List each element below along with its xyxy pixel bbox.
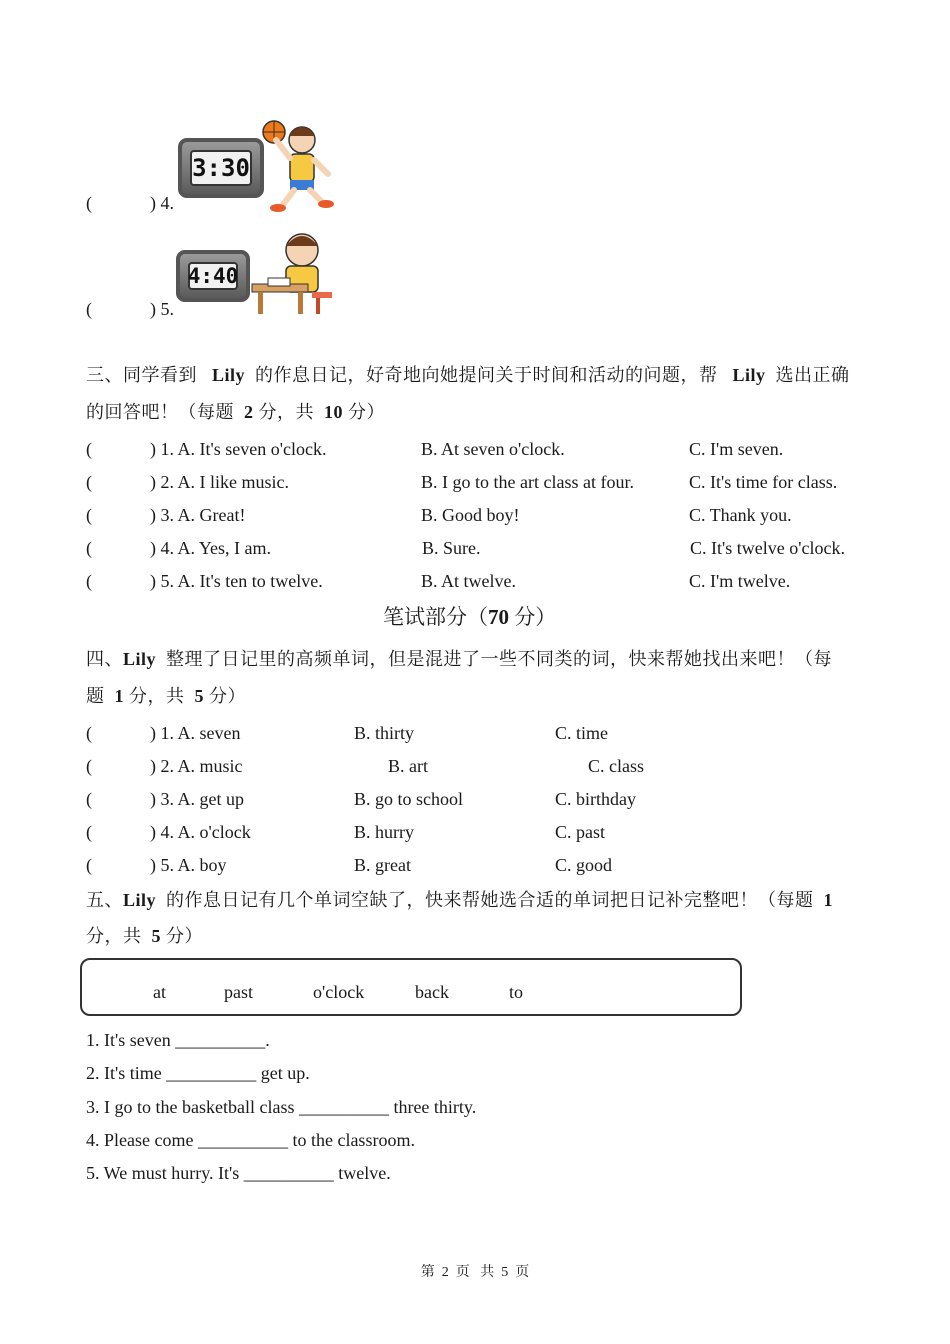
option-b: B. Sure. (422, 538, 481, 558)
clock-drawing-picture (174, 228, 338, 316)
section4-instruction-line1: 四、Lily 整理了日记里的高频单词，但是混进了一些不同类的词，快来帮她找出来吧！（每 (86, 649, 833, 669)
clock-basketball-picture (176, 114, 338, 220)
option-c: C. Thank you. (689, 505, 792, 525)
word-bank-item: past (224, 982, 253, 1002)
fill-blank-sentence: 1. It's seven __________. (86, 1030, 270, 1050)
option-c: C. good (555, 855, 613, 875)
section5-instruction-line1: 五、Lily 的作息日记有几个单词空缺了，快来帮她选合适的单词把日记补完整吧！（每题 1 (86, 890, 834, 910)
answer-paren-open: ( (86, 505, 92, 525)
page-footer: 第 2 页 共 5 页 (420, 1265, 530, 1280)
answer-paren-open: ( (86, 538, 92, 558)
option-b: B. great (354, 855, 411, 875)
option-b: B. At twelve. (421, 571, 516, 591)
option-a: ) 2. A. music (150, 756, 243, 776)
section5-instruction-line2: 分，共 5 分） (86, 926, 203, 946)
boy-playing-basketball-icon (260, 116, 336, 220)
option-a: ) 2. A. I like music. (150, 472, 289, 492)
fill-blank-sentence: 3. I go to the basketball class __________ three thirty. (86, 1097, 477, 1117)
fill-blank-sentence: 4. Please come __________ to the classroom. (86, 1130, 415, 1150)
option-b: B. I go to the art class at four. (421, 472, 634, 492)
option-a: ) 3. A. Great! (150, 505, 246, 525)
question-number: ) 4. (150, 193, 174, 213)
answer-paren-open: ( (86, 789, 92, 809)
answer-paren-open: ( (86, 193, 92, 213)
option-a: ) 4. A. o'clock (150, 822, 251, 842)
option-a: ) 4. A. Yes, I am. (150, 538, 272, 558)
answer-paren-open: ( (86, 439, 92, 459)
answer-paren-open: ( (86, 571, 92, 591)
written-part-title: 笔试部分（70 分） (383, 605, 557, 629)
option-c: C. past (555, 822, 606, 842)
answer-paren-open: ( (86, 855, 92, 875)
question-number: ) 5. (150, 299, 174, 319)
option-c: C. birthday (555, 789, 636, 809)
fill-blank-sentence: 2. It's time __________ get up. (86, 1063, 310, 1083)
option-b: B. go to school (354, 789, 464, 809)
answer-paren-open: ( (86, 822, 92, 842)
option-a: ) 1. A. It's seven o'clock. (150, 439, 327, 459)
option-c: C. It's twelve o'clock. (690, 538, 845, 558)
word-bank-item: back (415, 982, 449, 1002)
answer-paren-open: ( (86, 723, 92, 743)
option-a: ) 3. A. get up (150, 789, 244, 809)
section3-instruction-line1: 三、同学看到 Lily 的作息日记，好奇地向她提问关于时间和活动的问题，帮 Lily 选出正确 (86, 365, 850, 385)
option-c: C. I'm seven. (689, 439, 784, 459)
boy-drawing-icon (248, 228, 338, 316)
digital-clock-icon (178, 138, 264, 198)
option-a: ) 5. A. boy (150, 855, 227, 875)
option-b: B. art (388, 756, 428, 776)
option-c: C. time (555, 723, 608, 743)
word-bank-box (80, 958, 742, 1016)
section3-instruction-line2: 的回答吧！（每题 2 分，共 10 分） (86, 402, 385, 422)
option-c: C. It's time for class. (689, 472, 838, 492)
option-a: ) 5. A. It's ten to twelve. (150, 571, 323, 591)
answer-paren-open: ( (86, 472, 92, 492)
fill-blank-sentence: 5. We must hurry. It's __________ twelve. (86, 1163, 391, 1183)
clock-time: 4:40 (187, 264, 239, 288)
word-bank-item: at (153, 982, 166, 1002)
answer-paren-open: ( (86, 756, 92, 776)
word-bank-item: to (509, 982, 524, 1002)
word-bank-item: o'clock (313, 982, 365, 1002)
option-b: B. At seven o'clock. (421, 439, 565, 459)
option-b: B. thirty (354, 723, 415, 743)
section4-instruction-line2: 题 1 分，共 5 分） (86, 686, 246, 706)
clock-time: 3:30 (190, 150, 252, 186)
option-c: C. I'm twelve. (689, 571, 791, 591)
option-b: B. hurry (354, 822, 414, 842)
digital-clock-icon (176, 250, 250, 302)
option-c: C. class (588, 756, 644, 776)
answer-paren-open: ( (86, 299, 92, 319)
option-b: B. Good boy! (421, 505, 520, 525)
option-a: ) 1. A. seven (150, 723, 241, 743)
